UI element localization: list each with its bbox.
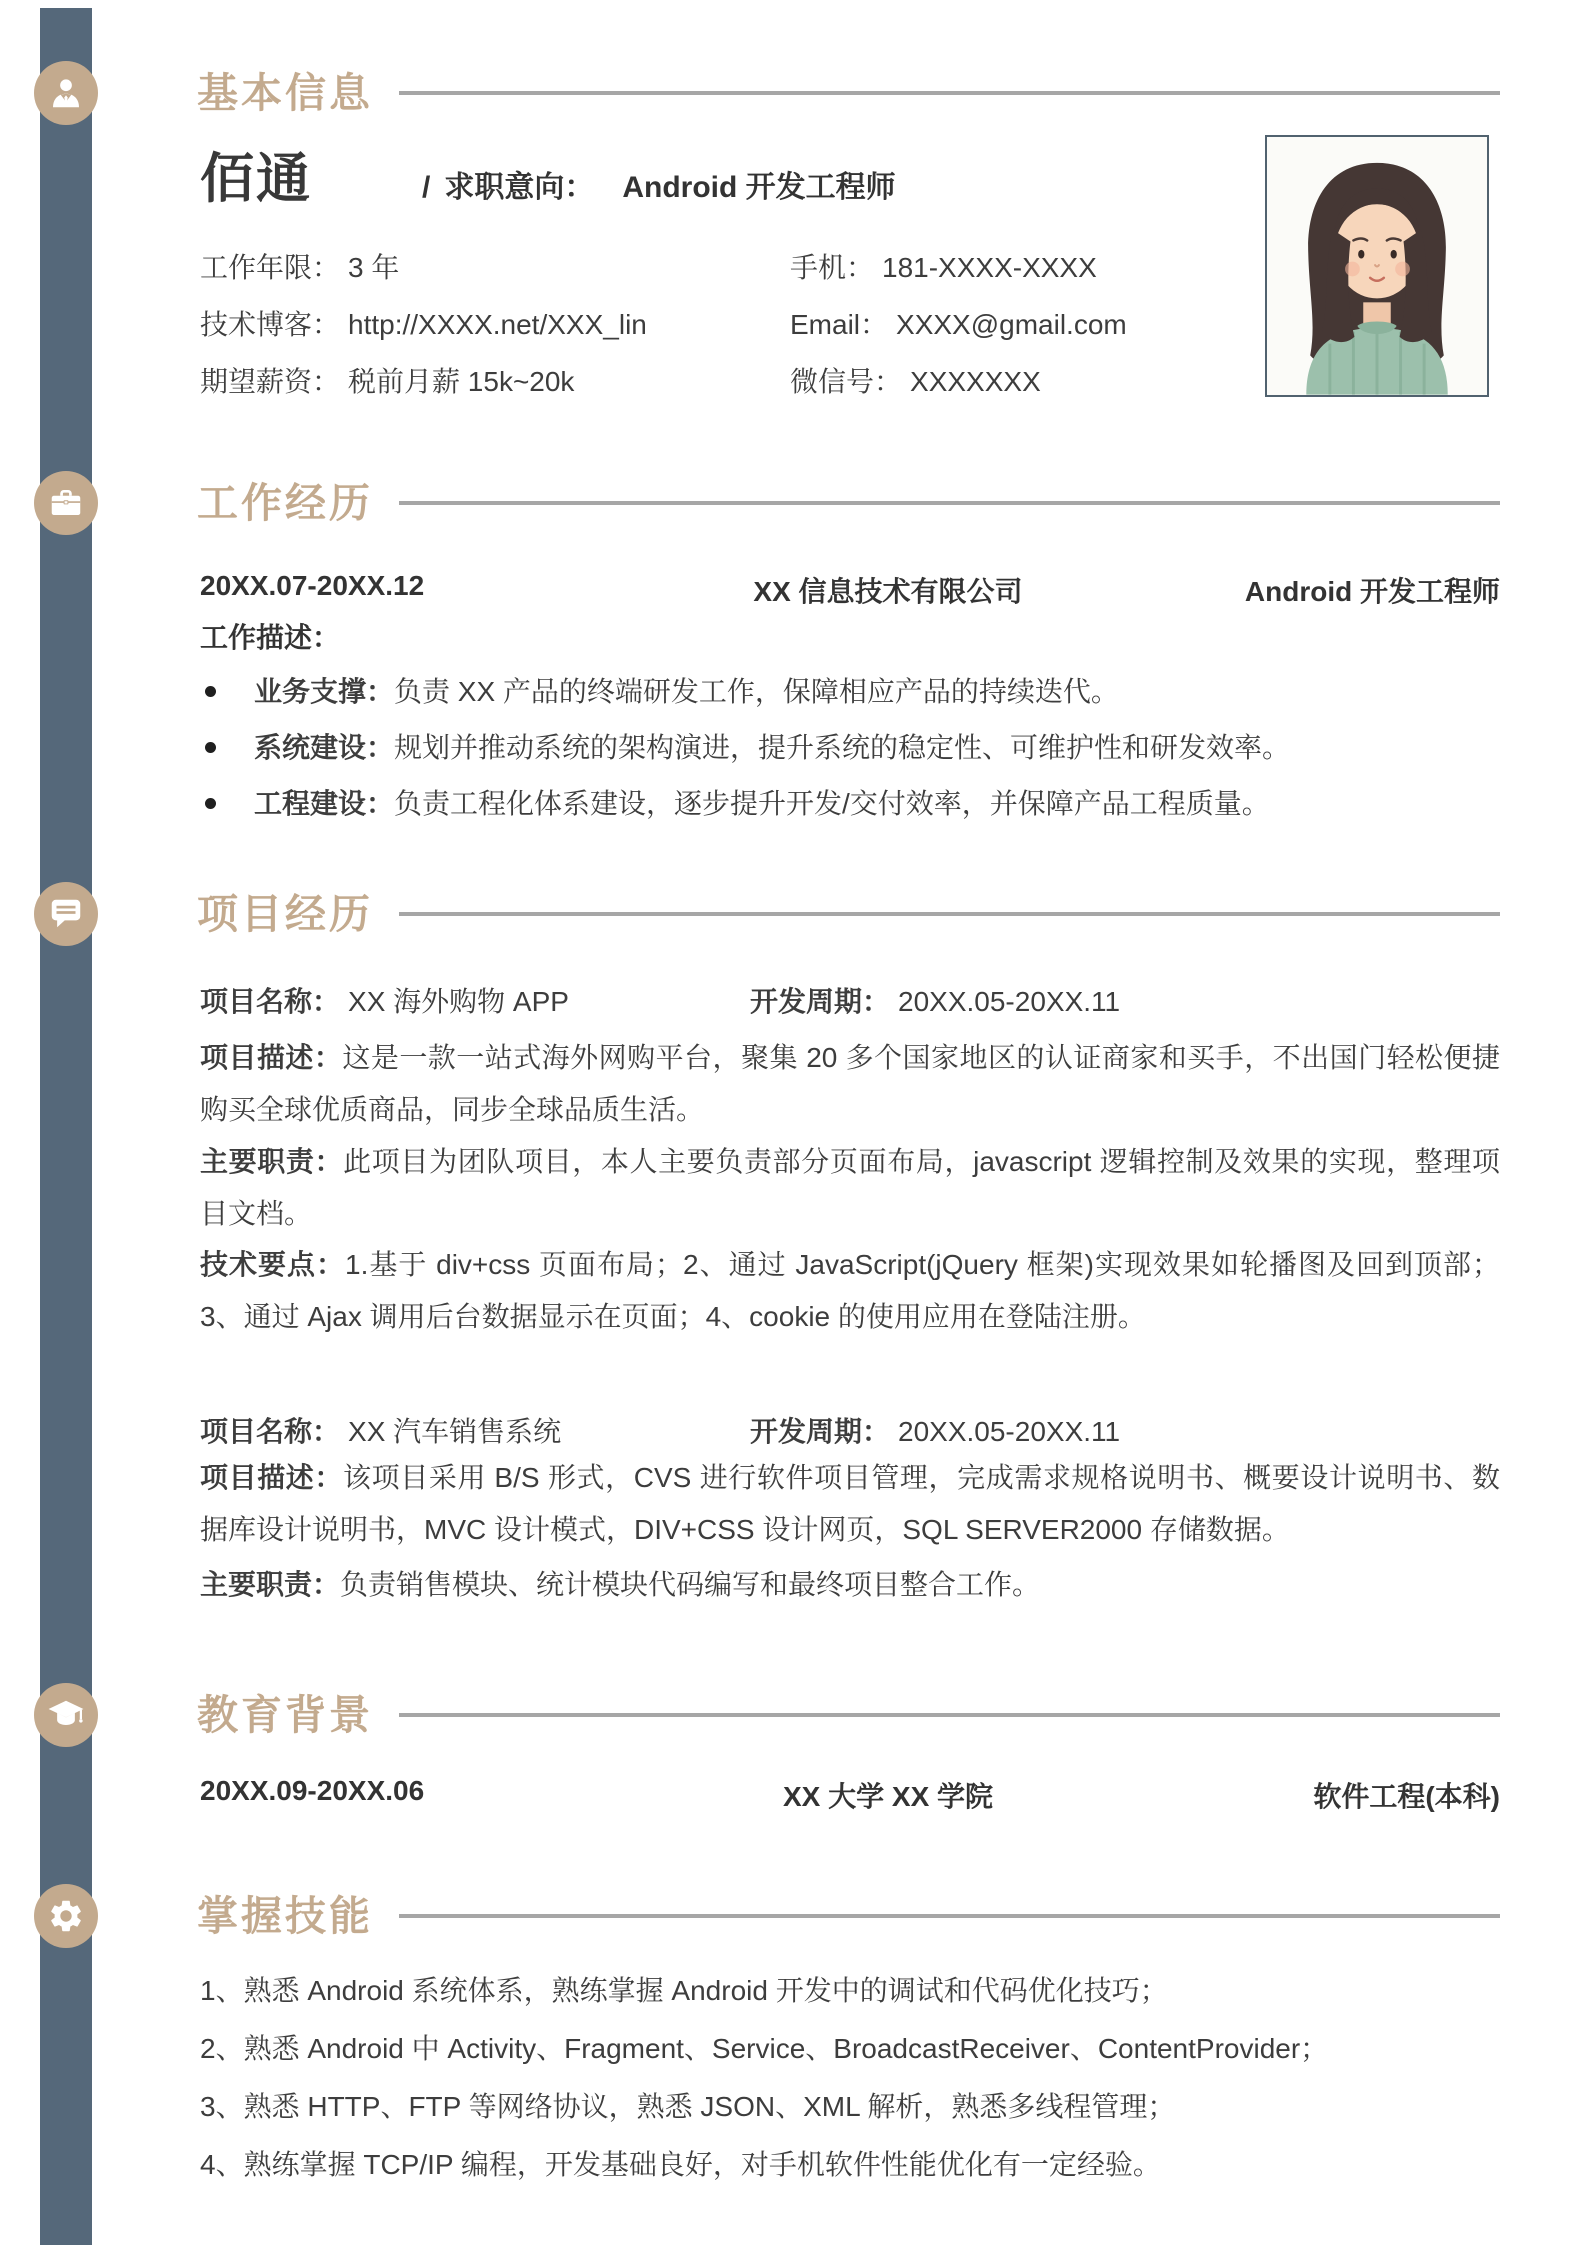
field-expected-salary bbox=[200, 362, 574, 402]
field-value: 3 年 bbox=[348, 252, 400, 283]
comment-icon bbox=[34, 882, 98, 946]
work-period: 20XX.07-20XX.12 bbox=[200, 570, 425, 601]
person-icon bbox=[34, 61, 98, 125]
field-label: 手机： bbox=[790, 252, 875, 283]
bullet-text: 负责 XX 产品的终端研发工作，保障相应产品的持续迭代。 bbox=[394, 676, 1119, 707]
project-period-pair bbox=[750, 1412, 1120, 1452]
skill-item-3: 3、熟悉 HTTP、FTP 等网络协议，熟悉 JSON、XML 解析，熟悉多线程管理； bbox=[200, 2091, 1176, 2122]
intent-label: 求职意向： bbox=[444, 171, 595, 204]
section-title-basic: 基本信息 bbox=[197, 70, 373, 116]
project1-duty bbox=[200, 1136, 1500, 1240]
bullet-text: 负责工程化体系建设，逐步提升开发/交付效率，并保障产品工程质量。 bbox=[394, 788, 1270, 819]
project1-description bbox=[200, 1032, 1500, 1136]
bullet-dot bbox=[205, 742, 216, 753]
section-divider bbox=[399, 1914, 1500, 1918]
section-title-skills: 掌握技能 bbox=[197, 1893, 373, 1939]
para-text: 这是一款一站式海外网购平台，聚集 20 多个国家地区的认证商家和买手，不出国门轻松便捷购买全球优质商品，同步全球品质生活。 bbox=[200, 1042, 1500, 1125]
bullet-dot bbox=[205, 798, 216, 809]
work-desc-label: 工作描述： bbox=[200, 622, 341, 653]
email-address: XXXX@gmail.com bbox=[896, 309, 1127, 340]
project-period: 20XX.05-20XX.11 bbox=[898, 986, 1121, 1017]
field-wechat bbox=[790, 362, 1041, 402]
project-name-label: 项目名称： bbox=[200, 1416, 341, 1447]
section-title-education: 教育背景 bbox=[197, 1692, 373, 1738]
project-name: XX 汽车销售系统 bbox=[348, 1416, 562, 1447]
work-role: Android 开发工程师 bbox=[1244, 576, 1500, 607]
phone-number: 181-XXXX-XXXX bbox=[882, 252, 1097, 283]
briefcase-icon bbox=[34, 471, 98, 535]
profile-photo bbox=[1265, 135, 1489, 397]
section-title-projects: 项目经历 bbox=[197, 891, 373, 937]
section-divider bbox=[399, 912, 1500, 916]
section-divider bbox=[399, 91, 1500, 95]
para-text: 该项目采用 B/S 形式，CVS 进行软件项目管理，完成需求规格说明书、概要设计说明书、数据库设计说明书，MVC 设计模式，DIV+CSS 设计网页，SQL SERVER2000 存储数据。 bbox=[200, 1462, 1500, 1545]
blog-url: http://XXXX.net/XXX_lin bbox=[348, 309, 647, 340]
field-value: 税前月薪 15k~20k bbox=[348, 366, 575, 397]
section-projects-header bbox=[197, 889, 1500, 939]
section-work-header bbox=[197, 478, 1500, 528]
bullet-label: 工程建设： bbox=[254, 788, 395, 819]
project2-description bbox=[200, 1452, 1500, 1556]
para-label: 项目描述： bbox=[200, 1042, 343, 1073]
section-divider bbox=[399, 501, 1500, 505]
work-bullet-2 bbox=[205, 728, 1500, 768]
intent-value: Android 开发工程师 bbox=[622, 171, 896, 204]
work-summary-row bbox=[200, 570, 1500, 610]
bullet-dot bbox=[205, 686, 216, 697]
para-text: 此项目为团队项目，本人主要负责部分页面布局，javascript 逻辑控制及效果的实现，整理项目文档。 bbox=[200, 1146, 1500, 1229]
bullet-label: 业务支撑： bbox=[254, 676, 395, 707]
field-label: 工作年限： bbox=[200, 252, 341, 283]
para-label: 主要职责： bbox=[200, 1146, 344, 1177]
field-email bbox=[790, 305, 1127, 345]
project-name: XX 海外购物 APP bbox=[348, 986, 569, 1017]
education-degree: 软件工程(本科) bbox=[1313, 1781, 1500, 1812]
para-text: 负责销售模块、统计模块代码编写和最终项目整合工作。 bbox=[340, 1569, 1041, 1600]
project-name-label: 项目名称： bbox=[200, 986, 341, 1017]
job-intent-line bbox=[422, 168, 896, 208]
project-period-pair bbox=[750, 982, 1120, 1022]
project1-tech-points bbox=[200, 1239, 1500, 1343]
field-label: 技术博客： bbox=[200, 309, 341, 340]
gear-icon bbox=[34, 1884, 98, 1948]
work-company: XX 信息技术有限公司 bbox=[753, 576, 1023, 607]
work-bullet-3 bbox=[205, 784, 1500, 824]
project-period: 20XX.05-20XX.11 bbox=[898, 1416, 1121, 1447]
project-period-label: 开发周期： bbox=[750, 1416, 891, 1447]
graduation-cap-icon bbox=[34, 1683, 98, 1747]
project-period-label: 开发周期： bbox=[750, 986, 891, 1017]
field-work-years bbox=[200, 248, 399, 288]
skills-list bbox=[200, 1962, 1500, 2194]
skill-item-1: 1、熟悉 Android 系统体系，熟练掌握 Android 开发中的调试和代码优化技巧； bbox=[200, 1975, 1168, 2006]
project2-title-row bbox=[200, 1412, 1500, 1452]
bullet-text: 规划并推动系统的架构演进，提升系统的稳定性、可维护性和研发效率。 bbox=[394, 732, 1291, 763]
para-text: 1.基于 div+css 页面布局；2、通过 JavaScript(jQuery 框架)实现效果如轮播图及回到顶部；3、通过 Ajax 调用后台数据显示在页面；4、cookie 的使用应用在登陆注册。 bbox=[200, 1249, 1500, 1332]
field-label: 微信号： bbox=[790, 366, 903, 397]
section-skills-header bbox=[197, 1891, 1500, 1941]
field-label: 期望薪资： bbox=[200, 366, 341, 397]
education-period: 20XX.09-20XX.06 bbox=[200, 1775, 425, 1806]
field-phone bbox=[790, 248, 1097, 288]
para-label: 项目描述： bbox=[200, 1462, 344, 1493]
skill-item-2: 2、熟悉 Android 中 Activity、Fragment、Service、BroadcastReceiver、ContentProvider； bbox=[200, 2033, 1329, 2064]
intent-slash: / bbox=[422, 171, 431, 204]
work-bullet-1 bbox=[205, 672, 1500, 712]
section-education-header bbox=[197, 1690, 1500, 1740]
skill-item-4: 4、熟练掌握 TCP/IP 编程，开发基础良好，对手机软件性能优化有一定经验。 bbox=[200, 2149, 1161, 2180]
education-row bbox=[200, 1775, 1500, 1815]
section-title-work: 工作经历 bbox=[197, 480, 373, 526]
wechat-id: XXXXXXX bbox=[910, 366, 1041, 397]
section-divider bbox=[399, 1713, 1500, 1717]
para-label: 主要职责： bbox=[200, 1569, 341, 1600]
para-label: 技术要点： bbox=[200, 1249, 345, 1280]
education-school: XX 大学 XX 学院 bbox=[782, 1781, 994, 1812]
field-tech-blog bbox=[200, 305, 647, 345]
candidate-name: 佰通 bbox=[200, 149, 312, 209]
project2-duty bbox=[200, 1559, 1500, 1611]
project1-title-row bbox=[200, 982, 1500, 1022]
field-label: Email： bbox=[790, 309, 889, 340]
section-basic-header bbox=[197, 68, 1500, 118]
bullet-label: 系统建设： bbox=[254, 732, 395, 763]
